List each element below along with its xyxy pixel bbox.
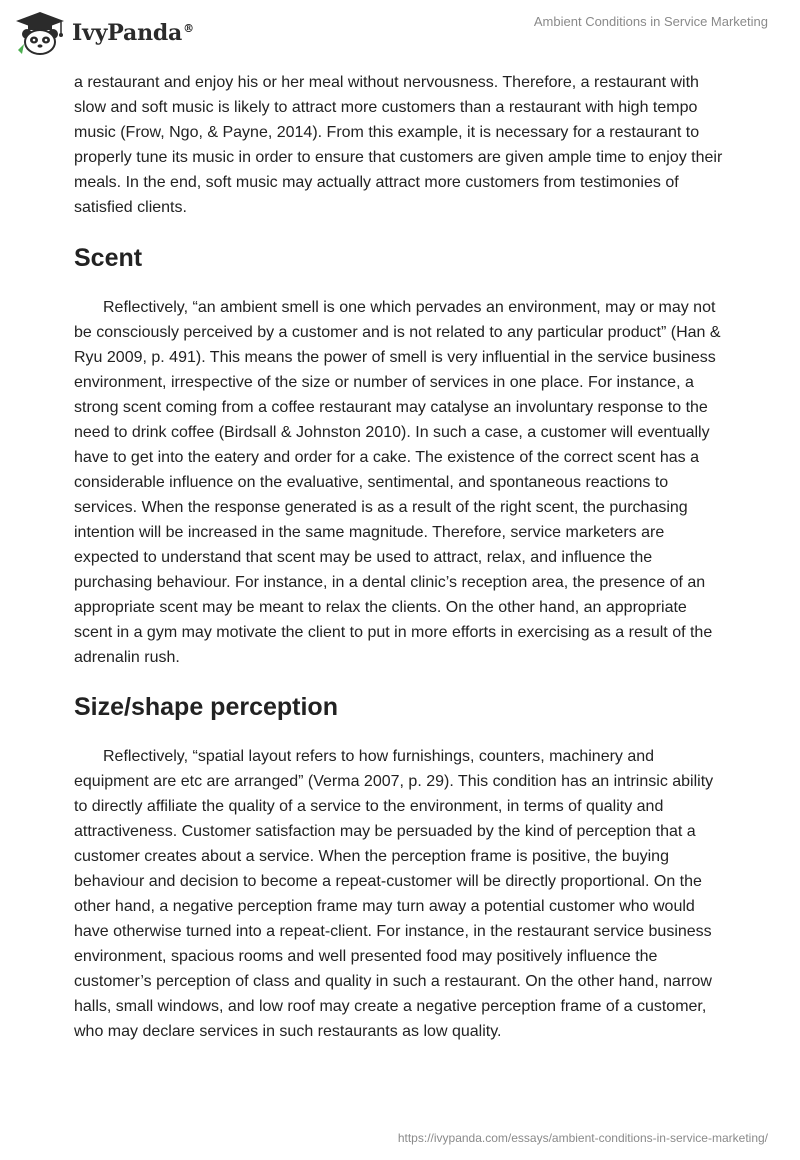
source-url[interactable]: https://ivypanda.com/essays/ambient-conditions-in-service-marketing/ [397,1131,768,1145]
document-title: Ambient Conditions in Service Marketing [533,14,768,29]
size-shape-heading: Size/shape perception [74,693,338,721]
panda-graduate-logo-icon [14,10,66,56]
intro-paragraph: a restaurant and enjoy his or her meal without nervousness. Therefore, a restaurant with slow and soft music is likely to attract more customers than a restaurant with high tempo music (Frow, Ngo, & Payne, 2014). From this example, it is necessary for a restaurant to properly tune its music in order to ensure that customers are given ample time to enjoy their meals. In the end, soft music may actually attract more customers from testimonies of satisfied clients. [74,74,723,216]
brand-name [72,20,194,46]
brand-logo[interactable] [14,10,194,56]
scent-heading: Scent [74,244,143,272]
size-shape-paragraph: Reflectively, “spatial layout refers to how furnishings, counters, machinery and equipment are etc are arranged” (Verma 2007, p. 29). This condition has an intrinsic ability to directly affiliate the quality of a service to the environment, in terms of quality and attractiveness. Customer satisfaction may be persuaded by the kind of perception that a customer creates about a service. When the perception frame is positive, the buying behaviour and decision to become a repeat-customer will be directly proportional. On the other hand, a negative perception frame may turn away a potential customer who would have otherwise turned into a repeat-client. For instance, in the restaurant service business environment, spacious rooms and well presented food may positively influence the customer’s perception of class and quality in such a restaurant. On the other hand, narrow halls, small windows, and low roof may create a negative perception frame of a customer, who may declare services in such restaurants as low quality. [74,748,714,1040]
brand-name-text: IvyPanda [72,20,183,46]
registered-mark: ® [183,21,194,35]
scent-paragraph: Reflectively, “an ambient smell is one which pervades an environment, may or may not be consciously perceived by a customer and is not related to any particular product” (Han & Ryu 2009, p. 491). This means the power of smell is very influential in the service business environment, irrespective of the size or number of services in one place. For instance, a strong scent coming from a coffee restaurant may catalyse an involuntary response to the need to drink coffee (Birdsall & Johnston 2010). In such a case, a customer will eventually have to get into the eatery and order for a cake. The existence of the correct scent has a considerable influence on the evaluative, sentimental, and spontaneous reactions to services. When the response generated is as a result of the right scent, the purchasing intention will be increased in the same magnitude. Therefore, service marketers are expected to understand that scent may be used to attract, relax, and influence the purchasing behaviour. For instance, in a dental clinic’s reception area, the presence of an appropriate scent may be meant to relax the clients. On the other hand, an appropriate scent in a gym may motivate the client to put in more efforts in exercising as a result of the adrenalin rush. [74,299,721,666]
page-header [0,0,800,70]
essay-content [74,70,724,1044]
